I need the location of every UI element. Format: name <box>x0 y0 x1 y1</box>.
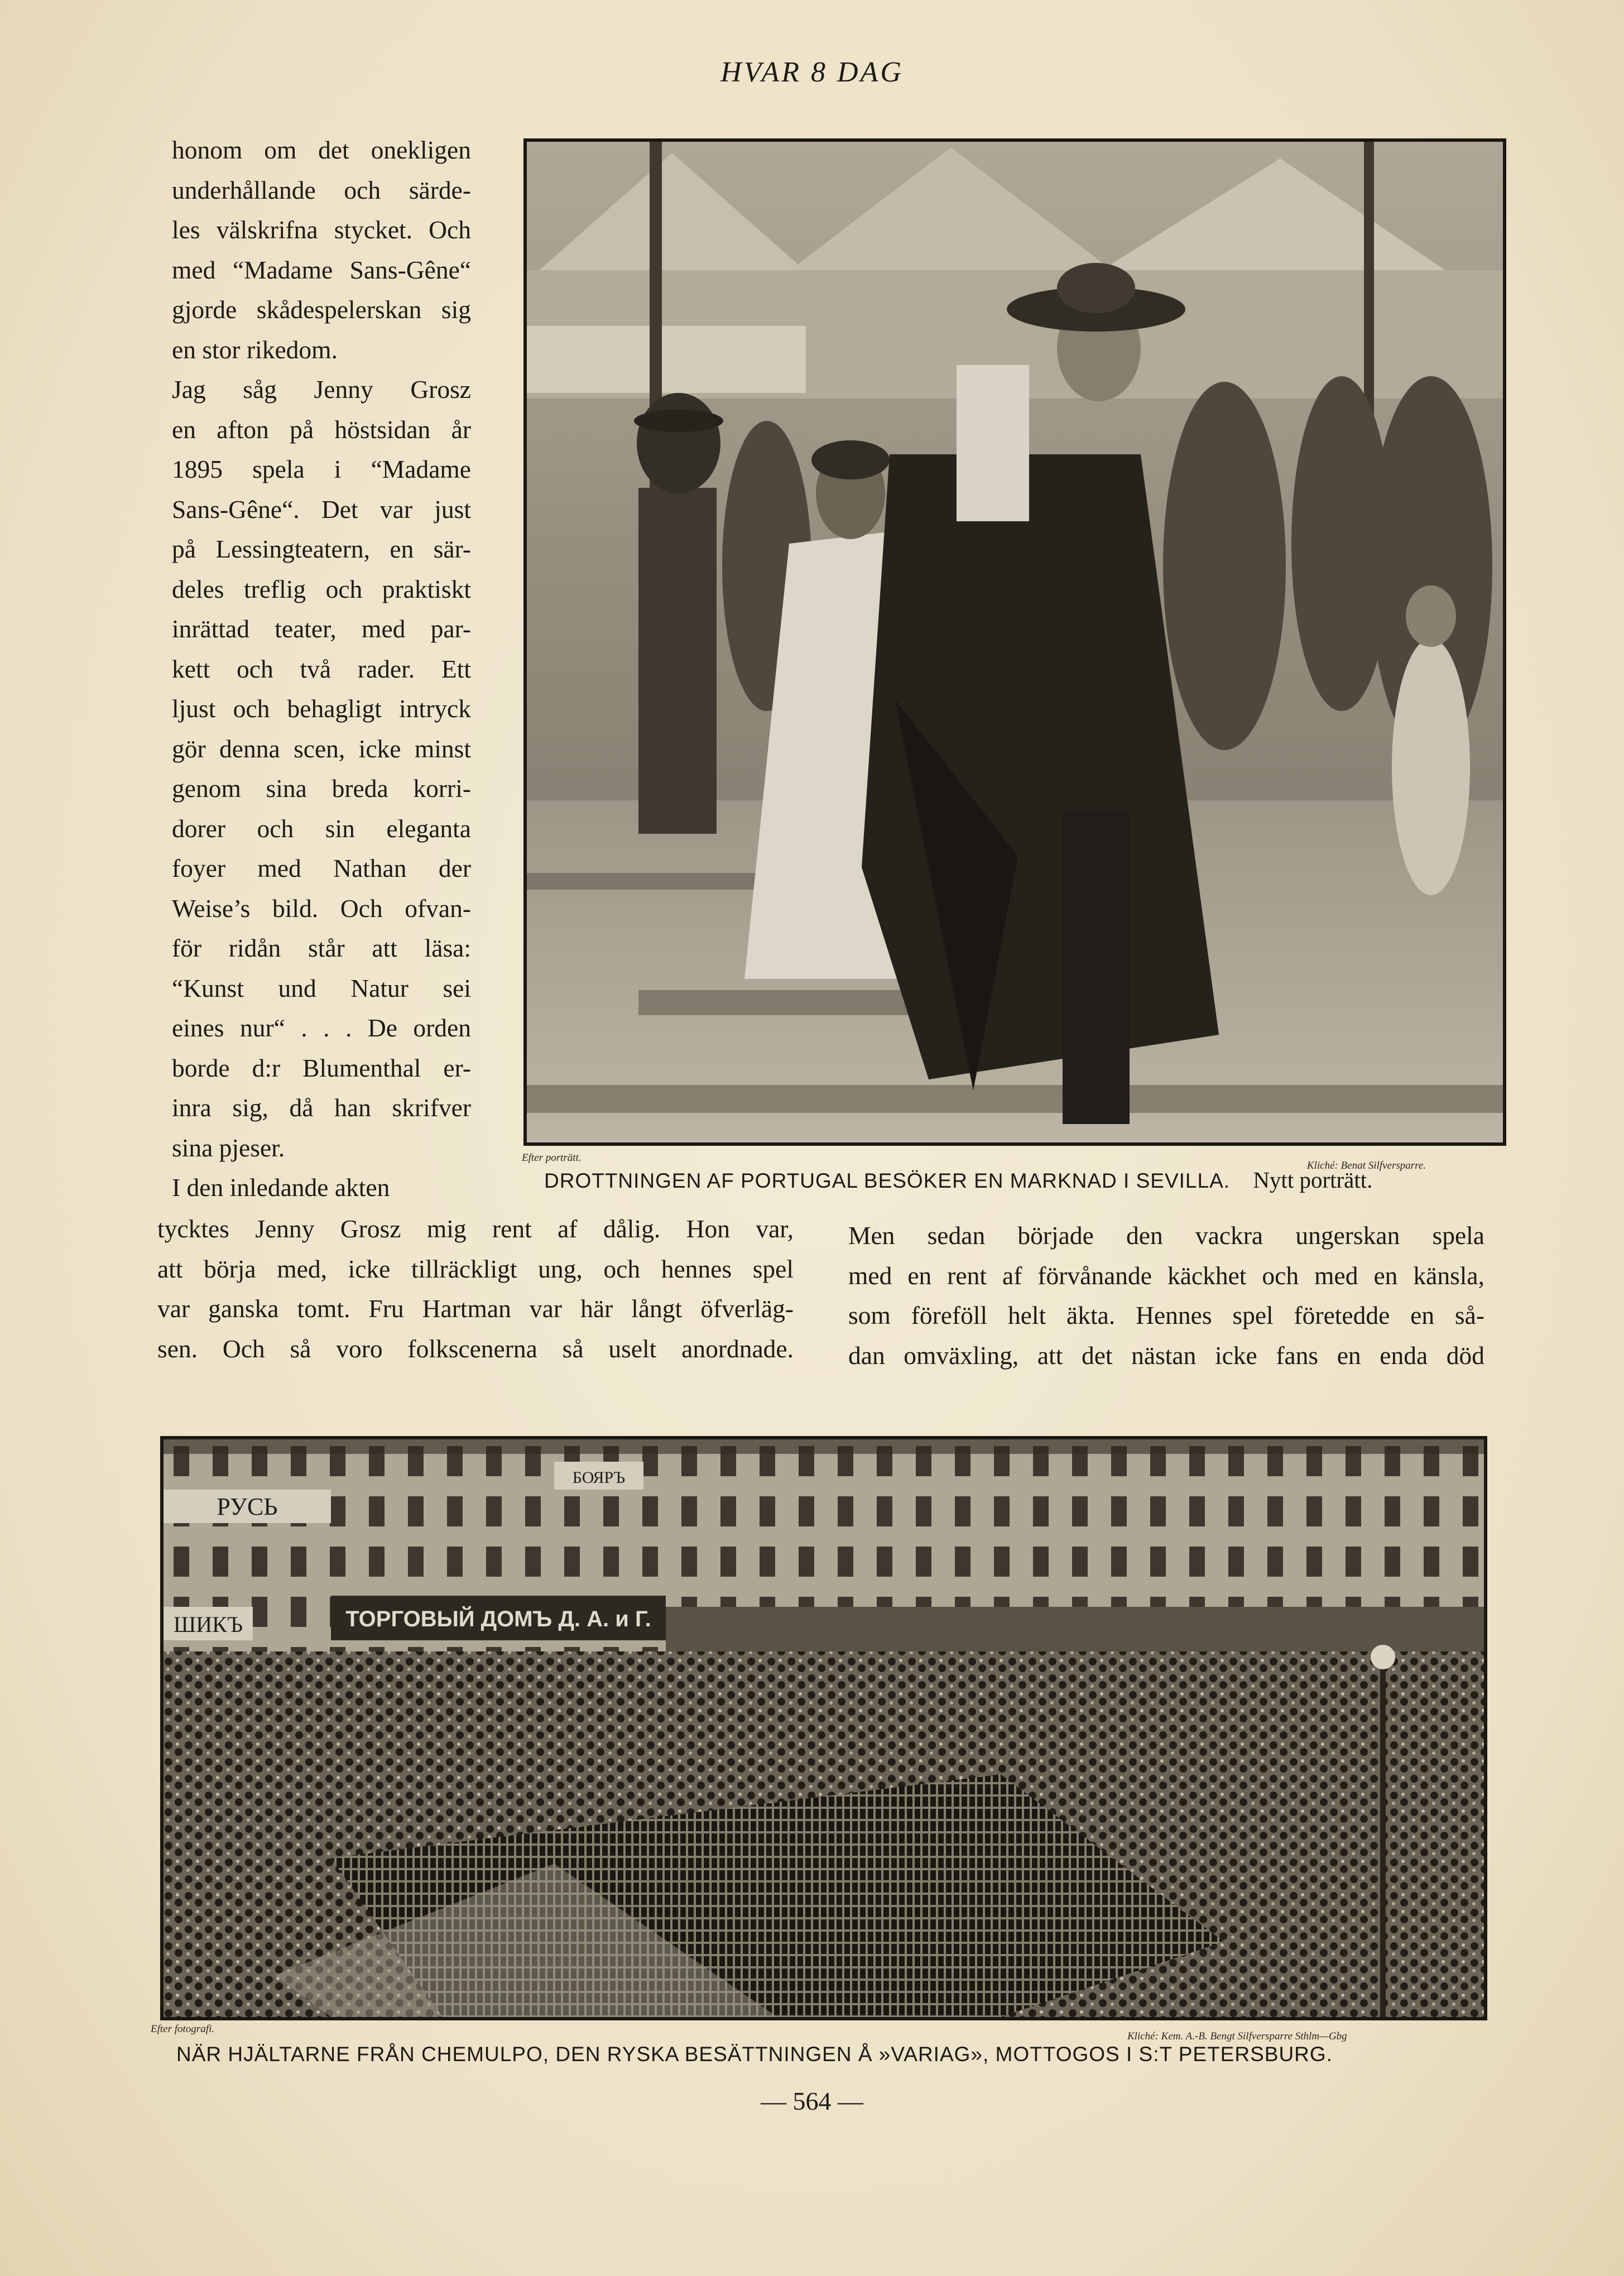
text-line: dan omväxling, att det nästan icke fans en enda död <box>848 1341 1484 1370</box>
text-line: Weise’s bild. Och ofvan- <box>172 894 471 923</box>
photo1-caption <box>544 1166 1372 1193</box>
text-line: med “Madame Sans-Gêne“ <box>172 255 471 284</box>
photo-queen-portugal-market <box>523 138 1506 1146</box>
text-line: Men sedan började den vackra ungerskan spela <box>848 1221 1484 1250</box>
text-line: sen. Och så voro folkscenerna så uselt anordnade. <box>157 1334 794 1363</box>
text-line: 1895 spela i “Madame <box>172 455 471 483</box>
text-line: ljust och behagligt intryck <box>172 694 471 723</box>
sign-rus: РУСЬ <box>217 1493 278 1520</box>
text-line: Jag såg Jenny Grosz <box>172 375 471 404</box>
sign-torgovy-dom: ТОРГОВЫЙ ДОМЪ Д. А. и Г. <box>345 1607 651 1631</box>
photo1-credit-left: Efter porträtt. <box>522 1152 582 1164</box>
text-line: “Kunst und Natur sei <box>172 973 471 1002</box>
text-line: sina pjeser. <box>172 1133 285 1162</box>
text-line: gör denna scen, icke minst <box>172 734 471 763</box>
text-line: att börja med, icke tillräckligt ung, och hennes spel <box>157 1254 794 1283</box>
photo2-caption: NÄR HJÄLTARNE FRÅN CHEMULPO, DEN RYSKA BESÄTTNINGEN Å »VARIAG», MOTTOGOS I S:T PETERSBURG. <box>176 2043 1333 2066</box>
text-line: gjorde skådespelerskan sig <box>172 295 471 324</box>
photo2-credit-right: Kliché: Kem. A.-B. Bengt Silfversparre Sthlm—Gbg <box>1127 2030 1347 2042</box>
page-number: — 564 — <box>761 2087 863 2115</box>
photo1-caption-tail: Nytt porträtt. <box>1253 1167 1373 1193</box>
text-line: på Lessingteatern, en sär- <box>172 535 471 563</box>
photo1-credit-right: Kliché: Benat Silfversparre. <box>1307 1160 1426 1171</box>
text-line: eines nur“ . . . De orden <box>172 1014 471 1042</box>
text-line: inra sig, då han skrifver <box>172 1093 471 1122</box>
left-column-text <box>172 130 471 1208</box>
text-line: kett och två rader. Ett <box>172 654 471 683</box>
text-line: för ridån står att läsa: <box>172 934 471 962</box>
text-line: foyer med Nathan der <box>172 854 471 882</box>
text-line: les välskrifna stycket. Och <box>172 215 471 244</box>
text-line: Sans-Gêne“. Det var just <box>172 494 471 524</box>
sign-boyar: БОЯРЪ <box>572 1468 626 1487</box>
text-line: underhållande och särde- <box>172 175 471 204</box>
text-line: en afton på höstsidan år <box>172 415 471 444</box>
text-line: tycktes Jenny Grosz mig rent af dålig. Hon var, <box>157 1214 794 1243</box>
text-line: var ganska tomt. Fru Hartman var här långt öfverläg- <box>157 1294 794 1323</box>
bottom-right-column-text <box>848 1216 1484 1375</box>
text-line: med en rent af förvånande käckhet och med en känsla, <box>848 1261 1484 1290</box>
bottom-left-column-text <box>157 1209 794 1369</box>
text-line: I den inledande akten <box>172 1173 390 1202</box>
text-line: inrättad teater, med par- <box>172 614 471 643</box>
text-line: som föreföll helt äkta. Hennes spel företedde en så- <box>848 1301 1484 1329</box>
text-line: deles treflig och praktiskt <box>172 574 471 603</box>
photo2-credit-left: Efter fotografi. <box>151 2023 214 2035</box>
sign-shik: ШИКЪ <box>173 1612 243 1637</box>
photo-chemulpo-heroes-parade <box>160 1436 1487 2020</box>
text-line: honom om det onekligen <box>172 136 471 164</box>
parade-scene-image <box>164 1439 1484 2017</box>
text-line: genom sina breda korri- <box>172 774 471 803</box>
text-line: borde d:r Blumenthal er- <box>172 1053 471 1082</box>
running-header: HVAR 8 DAG <box>720 56 904 88</box>
market-scene-image <box>527 142 1503 1142</box>
text-line: dorer och sin eleganta <box>172 814 471 843</box>
text-line: en stor rikedom. <box>172 335 338 364</box>
photo1-caption-main: DROTTNINGEN AF PORTUGAL BESÖKER EN MARKNAD I SEVILLA. <box>544 1169 1231 1192</box>
